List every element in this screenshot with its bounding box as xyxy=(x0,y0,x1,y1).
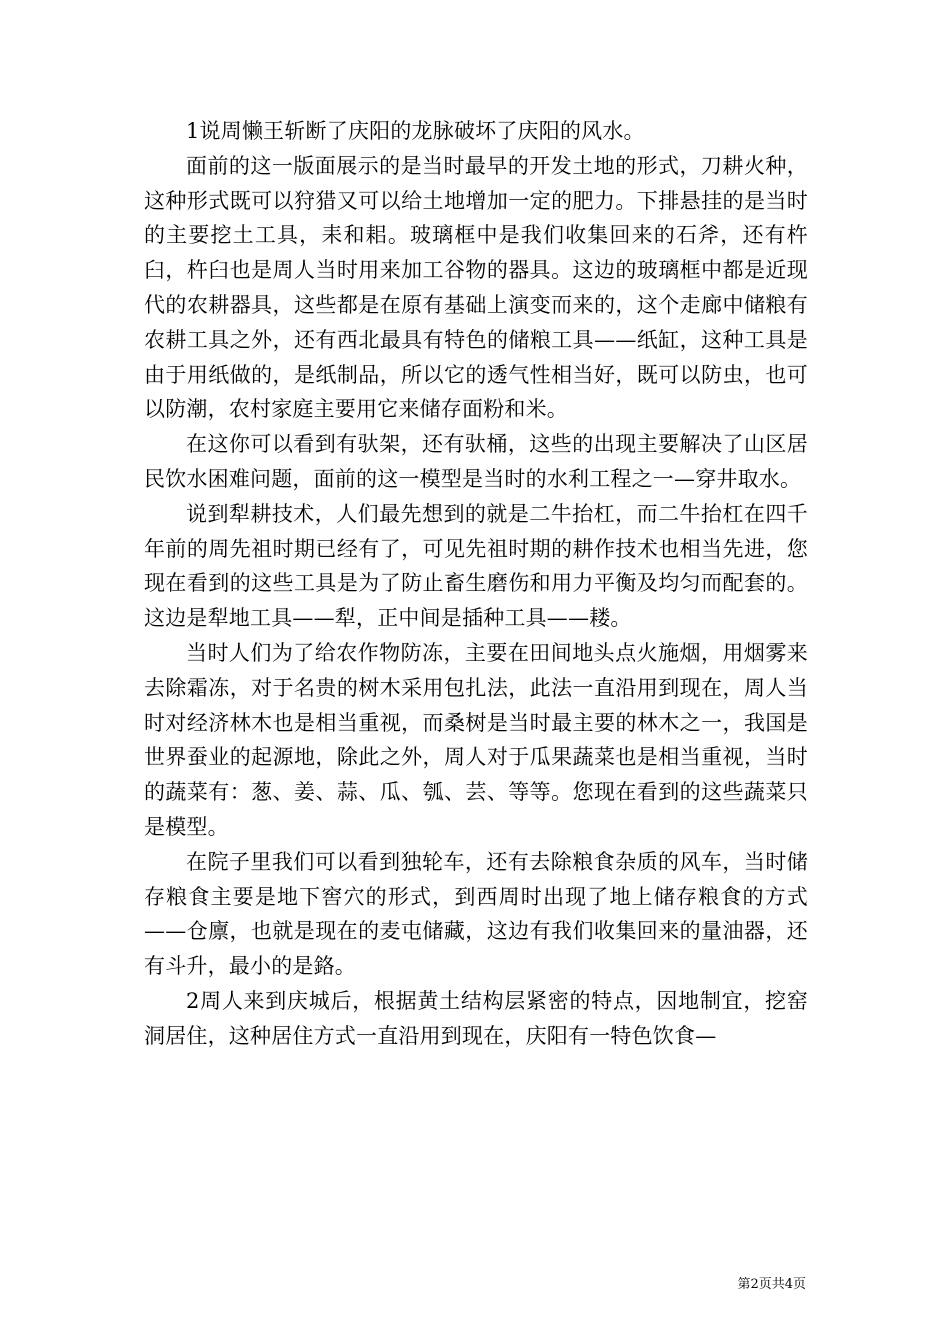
paragraph-6: 在院子里我们可以看到独轮车，还有去除粮食杂质的风车，当时储存粮食主要是地下窖穴的形式，到西周时出现了地上储存粮食的方式——仓廪，也就是现在的麦屯储藏，这边有我们收集回来的量油器，还有斗升，最小的是鉻。 xyxy=(144,849,808,979)
page-number: 第2页共4页 xyxy=(737,1277,806,1292)
paragraph-1: 1说周懒王斩断了庆阳的龙脉破坏了庆阳的风水。 xyxy=(186,119,645,143)
paragraph-7: 2周人来到庆城后，根据黄土结构层紧密的特点，因地制宜，挖窑洞居住，这种居住方式一直沿用到现在，庆阳有一特色饮食— xyxy=(144,988,808,1048)
document-body xyxy=(144,114,808,1054)
paragraph-2: 面前的这一版面展示的是当时最早的开发土地的形式，刀耕火种，这种形式既可以狩猎又可以给土地增加一定的肥力。下排悬挂的是当时的主要挖土工具，耒和耜。玻璃框中是我们收集回来的石斧，还有杵臼，杵臼也是周人当时用来加工谷物的器具。这边的玻璃框中都是近现代的农耕器具，这些都是在原有基础上演变而来的，这个走廊中储粮有农耕工具之外，还有西北最具有特色的储粮工具——纸缸，这种工具是由于用纸做的，是纸制品，所以它的透气性相当好，既可以防虫，也可以防潮，农村家庭主要用它来储存面粉和米。 xyxy=(144,153,808,422)
paragraph-3: 在这你可以看到有驮架，还有驮桶，这些的出现主要解决了山区居民饮水困难问题，面前的这一模型是当时的水利工程之一—穿井取水。 xyxy=(144,432,808,491)
paragraph-4: 说到犁耕技术，人们最先想到的就是二牛抬杠，而二牛抬杠在四千年前的周先祖时期已经有了，可见先祖时期的耕作技术也相当先进，您现在看到的这些工具是为了防止畜生磨伤和用力平衡及均匀而配套的。这边是犁地工具——犁，正中间是插种工具——耧。 xyxy=(144,501,808,631)
paragraph-5: 当时人们为了给农作物防冻，主要在田间地头点火施烟，用烟雾来去除霜冻，对于名贵的树木采用包扎法，此法一直沿用到现在，周人当时对经济林木也是相当重视，而桑树是当时最主要的林木之一，我国是世界蚕业的起源地，除此之外，周人对于瓜果蔬菜也是相当重视，当时的蔬菜有：葱、姜、蒜、瓜、瓠、芸、等等。您现在看到的这些蔬菜只是模型。 xyxy=(144,640,808,839)
